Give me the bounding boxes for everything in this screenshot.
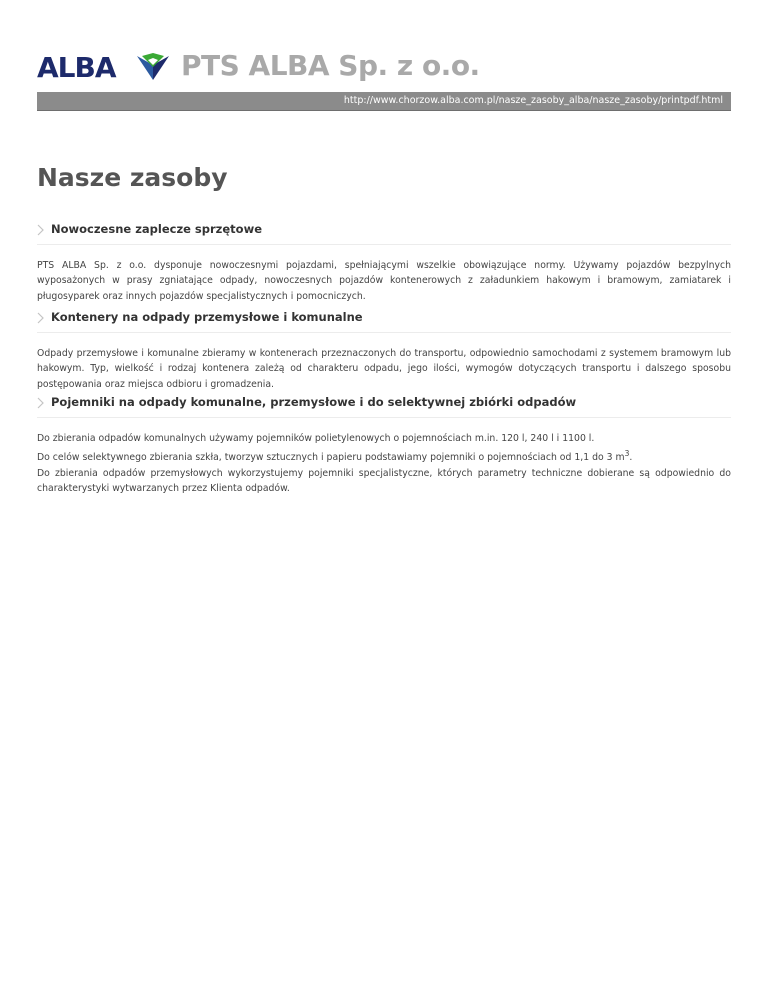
page-url[interactable]: http://www.chorzow.alba.com.pl/nasze_zasoby_alba/nasze_zasoby/printpdf.html	[343, 95, 723, 106]
line-2-text: Do celów selektywnego zbierania szkła, tworzyw sztucznych i papieru podstawiamy pojemniki o pojemnościach od 1,1 do 3 m	[37, 452, 625, 464]
section-header	[37, 395, 731, 418]
section-containers	[37, 310, 731, 392]
section-title: Kontenery na odpady przemysłowe i komunalne	[51, 310, 363, 324]
superscript-3: 3	[624, 449, 630, 459]
paragraph: PTS ALBA Sp. z o.o. dysponuje nowoczesnymi pojazdami, spełniającymi wszelkie obowiązujące normy. Używamy pojazdów bezpylnych wyposażonych w prasy zgniatające odpady, nowoczesnych pojazdów kontenerowych z załadunkiem hakowym i bramowym, zamiatarek i pługosyparek oraz innych pojazdów specjalistycznych i pomocniczych.	[37, 260, 731, 302]
section-text	[37, 245, 731, 304]
section-title: Pojemniki na odpady komunalne, przemysłowe i do selektywnej zbiórki odpadów	[51, 395, 577, 409]
chevron-right-icon	[35, 397, 45, 409]
section-header	[37, 310, 731, 333]
section-text	[37, 333, 731, 392]
paragraph-line-2	[37, 446, 731, 465]
paragraph-line-1: Do zbierania odpadów komunalnych używamy pojemników polietylenowych o pojemnościach m.in. 120 l, 240 l i 1100 l.	[37, 433, 595, 444]
section-equipment	[37, 222, 731, 304]
line-2-end: .	[629, 452, 633, 464]
section-text	[37, 418, 731, 496]
logo-text: ALBA	[37, 51, 116, 84]
chevron-right-icon	[35, 224, 45, 236]
url-bar	[37, 92, 731, 111]
section-header	[37, 222, 731, 245]
company-name: PTS ALBA Sp. z o.o.	[181, 49, 480, 82]
section-bins	[37, 395, 731, 496]
section-title: Nowoczesne zaplecze sprzętowe	[51, 222, 262, 236]
header	[37, 49, 732, 92]
paragraph-line-3: Do zbierania odpadów przemysłowych wykorzystujemy pojemniki specjalistyczne, których parametry techniczne dobierane są odpowiednio do charakterystyki wytwarzanych przez Klienta odpadów.	[37, 467, 731, 494]
chevron-right-icon	[35, 312, 45, 324]
alba-logo-icon	[136, 53, 170, 81]
paragraph: Odpady przemysłowe i komunalne zbieramy w kontenerach przeznaczonych do transportu, odpowiednio samochodami z systemem bramowym lub hakowym. Typ, wielkość i rodzaj kontenera zależą od charakteru odpadu, jego ilości, wymogów dotyczących transportu i dalszego sposobu postępowania oraz miejsca odbioru i gromadzenia.	[37, 348, 731, 390]
page-title: Nasze zasoby	[37, 163, 228, 192]
